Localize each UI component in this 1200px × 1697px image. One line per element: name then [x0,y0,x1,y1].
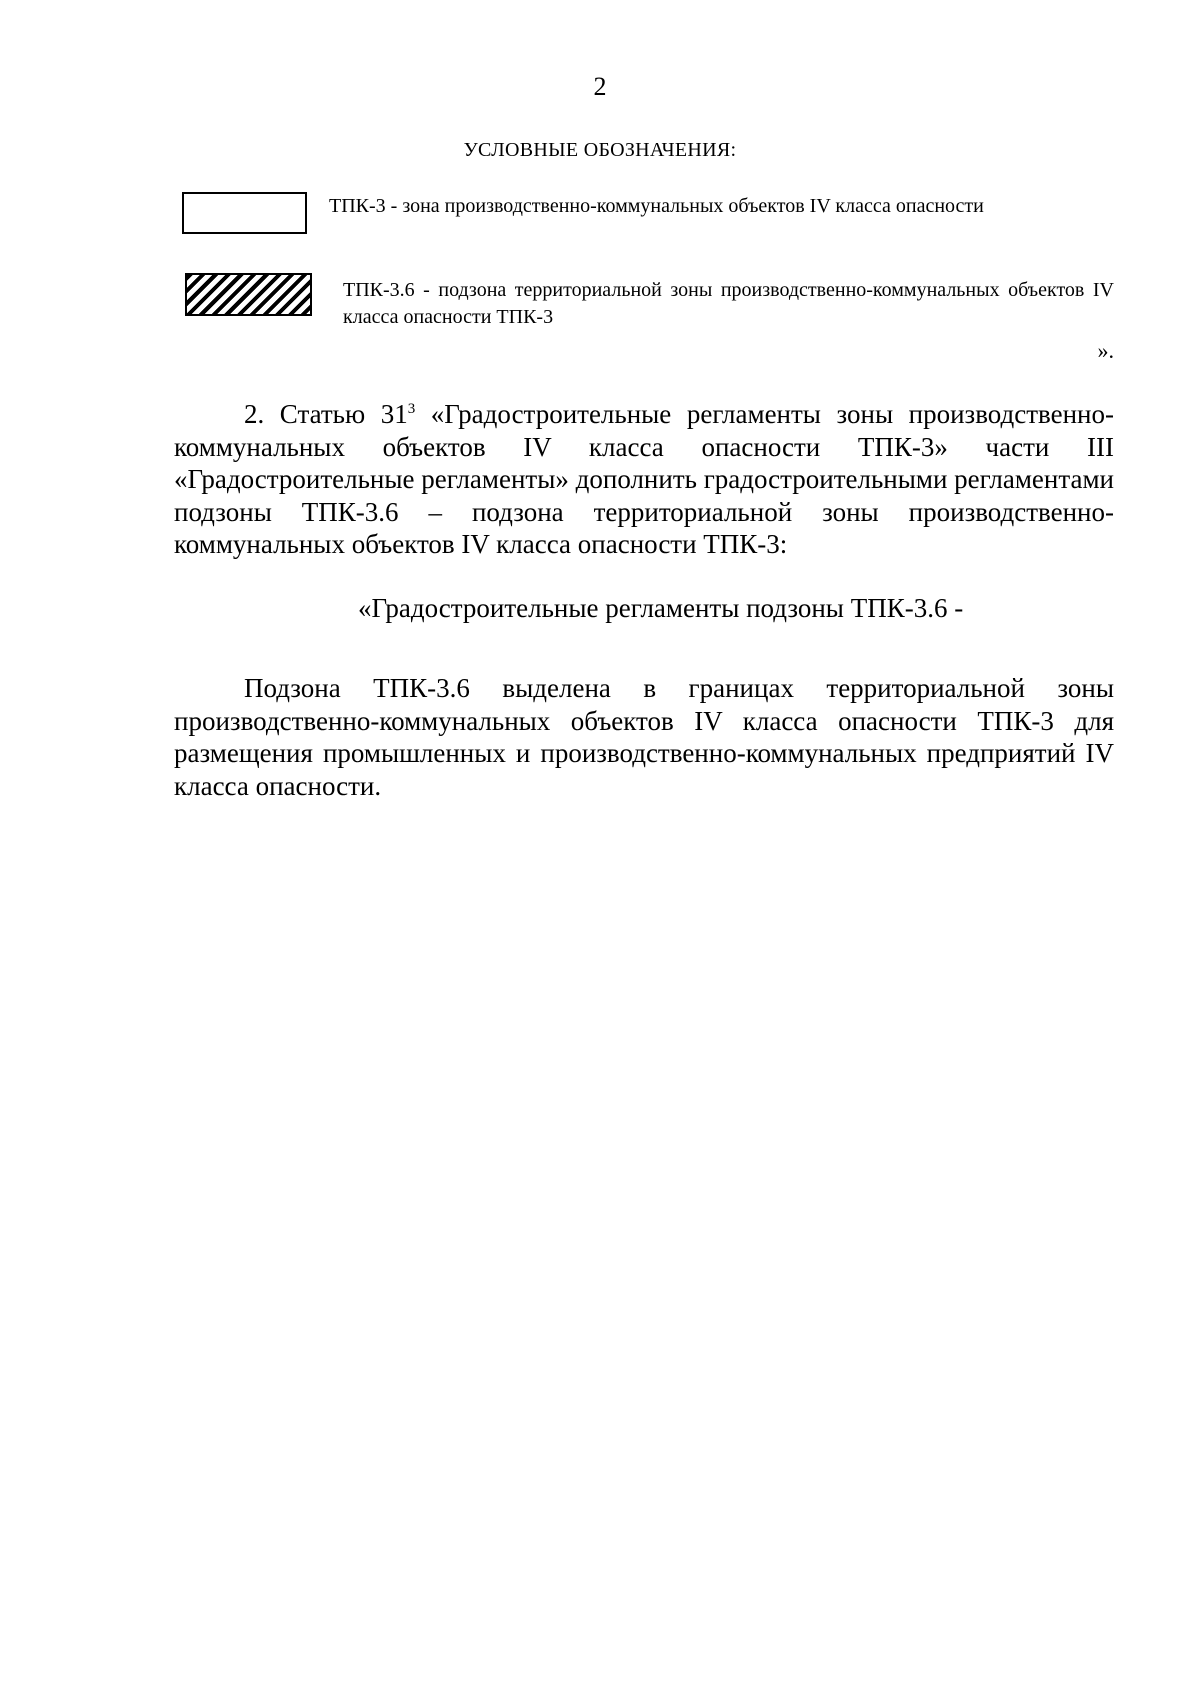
paragraph-amendment-lead: 2. Статью 31 [244,399,408,429]
legend-title: УСЛОВНЫЕ ОБОЗНАЧЕНИЯ: [463,139,737,161]
legend-swatch-plain [182,192,307,234]
paragraph-amendment-rest: «Градостроительные регламенты зоны производственно-коммунальных объектов IV класса опасности ТПК-3» части III «Градостроительные регламенты» дополнить градостроительными регламентами подзоны ТПК-3.6 – подзона территориальной зоны производственно-коммунальных объектов IV класса опасности ТПК-3: [174,399,1114,559]
legend-item-tpk-3-6: ТПК-3.6 - подзона территориальной зоны производственно-коммунальных объектов IV класса опасности ТПК-3 [343,279,1114,328]
paragraph-amendment [174,398,1114,561]
legend-closing-quote: ». [1097,338,1114,363]
page-number: 2 [593,72,607,101]
legend-item-tpk-3: ТПК-3 - зона производственно-коммунальных объектов IV класса опасности [329,195,984,217]
paragraph-subzone-description: Подзона ТПК-3.6 выделена в границах территориальной зоны производственно-коммунальных объектов IV класса опасности ТПК-3 для размещения промышленных и производственно-коммунальных предприятий IV класса опасности. [174,673,1114,801]
article-superscript: 3 [407,401,416,417]
legend-swatch-hatched [185,273,312,316]
section-heading: «Градостроительные регламенты подзоны ТПК-3.6 - [358,593,964,623]
